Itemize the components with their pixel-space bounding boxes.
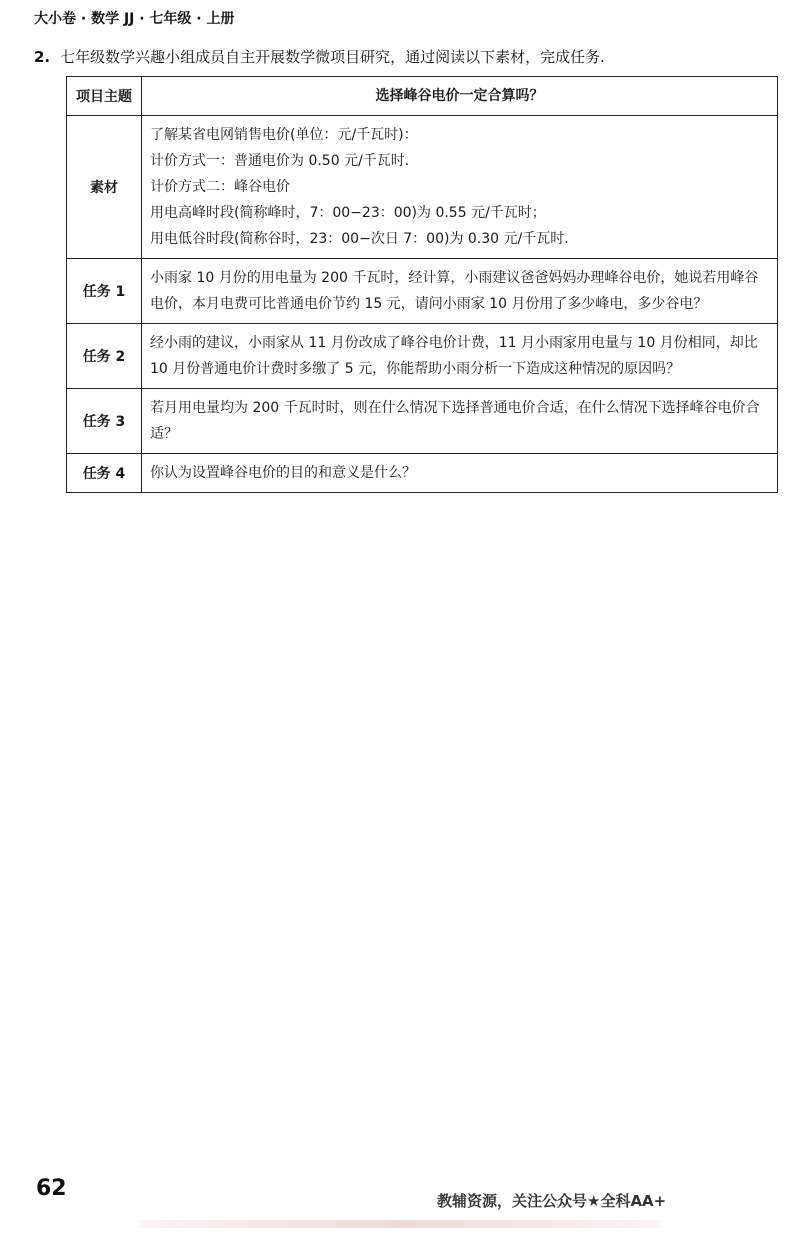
task-1-content-cell: 小雨家 10 月份的用电量为 200 千瓦时，经计算，小雨建议爸爸妈妈办理峰谷电价，她说若用峰谷电价，本月电费可比普通电价节约 15 元，请问小雨家 10 月份用了多少峰电，多少谷电？	[142, 259, 778, 324]
material-line: 用电高峰时段(简称峰时，7：00−23：00)为 0.55 元/千瓦时；	[150, 205, 546, 221]
table-row-task-4	[67, 454, 778, 493]
table-row-material	[67, 116, 778, 259]
running-header: 大小卷 · 数学 JJ · 七年级 · 上册	[34, 11, 235, 27]
footer-watermark-note: 教辅资源，关注公众号★全科AA+	[437, 1192, 667, 1210]
table-row-task-2	[67, 324, 778, 389]
material-line: 用电低谷时段(简称谷时，23：00−次日 7：00)为 0.30 元/千瓦时.	[150, 231, 569, 247]
question-stem	[34, 46, 774, 68]
footer-decorative-strip	[140, 1220, 660, 1228]
table-row-theme	[67, 77, 778, 116]
material-label-cell: 素材	[67, 116, 142, 259]
task-1-label-cell: 任务 1	[67, 259, 142, 324]
page-number: 62	[36, 1176, 67, 1201]
material-line: 计价方式二：峰谷电价	[150, 179, 290, 195]
theme-label-cell: 项目主题	[67, 77, 142, 116]
task-4-content-cell: 你认为设置峰谷电价的目的和意义是什么？	[142, 454, 778, 493]
theme-value-cell: 选择峰谷电价一定合算吗？	[142, 77, 778, 116]
material-line: 计价方式一：普通电价为 0.50 元/千瓦时.	[150, 153, 410, 169]
task-3-content-cell: 若月用电量均为 200 千瓦时时，则在什么情况下选择普通电价合适，在什么情况下选择峰谷电价合适？	[142, 389, 778, 454]
project-table	[66, 76, 778, 493]
question-text: 七年级数学兴趣小组成员自主开展数学微项目研究，通过阅读以下素材，完成任务.	[60, 48, 605, 66]
table-row-task-3	[67, 389, 778, 454]
table-row-task-1	[67, 259, 778, 324]
task-2-label-cell: 任务 2	[67, 324, 142, 389]
material-content-cell	[142, 116, 778, 259]
task-3-label-cell: 任务 3	[67, 389, 142, 454]
task-4-label-cell: 任务 4	[67, 454, 142, 493]
question-number: 2.	[34, 48, 51, 66]
material-line: 了解某省电网销售电价(单位：元/千瓦时)：	[150, 127, 418, 143]
task-2-content-cell: 经小雨的建议，小雨家从 11 月份改成了峰谷电价计费，11 月小雨家用电量与 10 月份相同，却比 10 月份普通电价计费时多缴了 5 元，你能帮助小雨分析一下造成这种情况的原因吗？	[142, 324, 778, 389]
